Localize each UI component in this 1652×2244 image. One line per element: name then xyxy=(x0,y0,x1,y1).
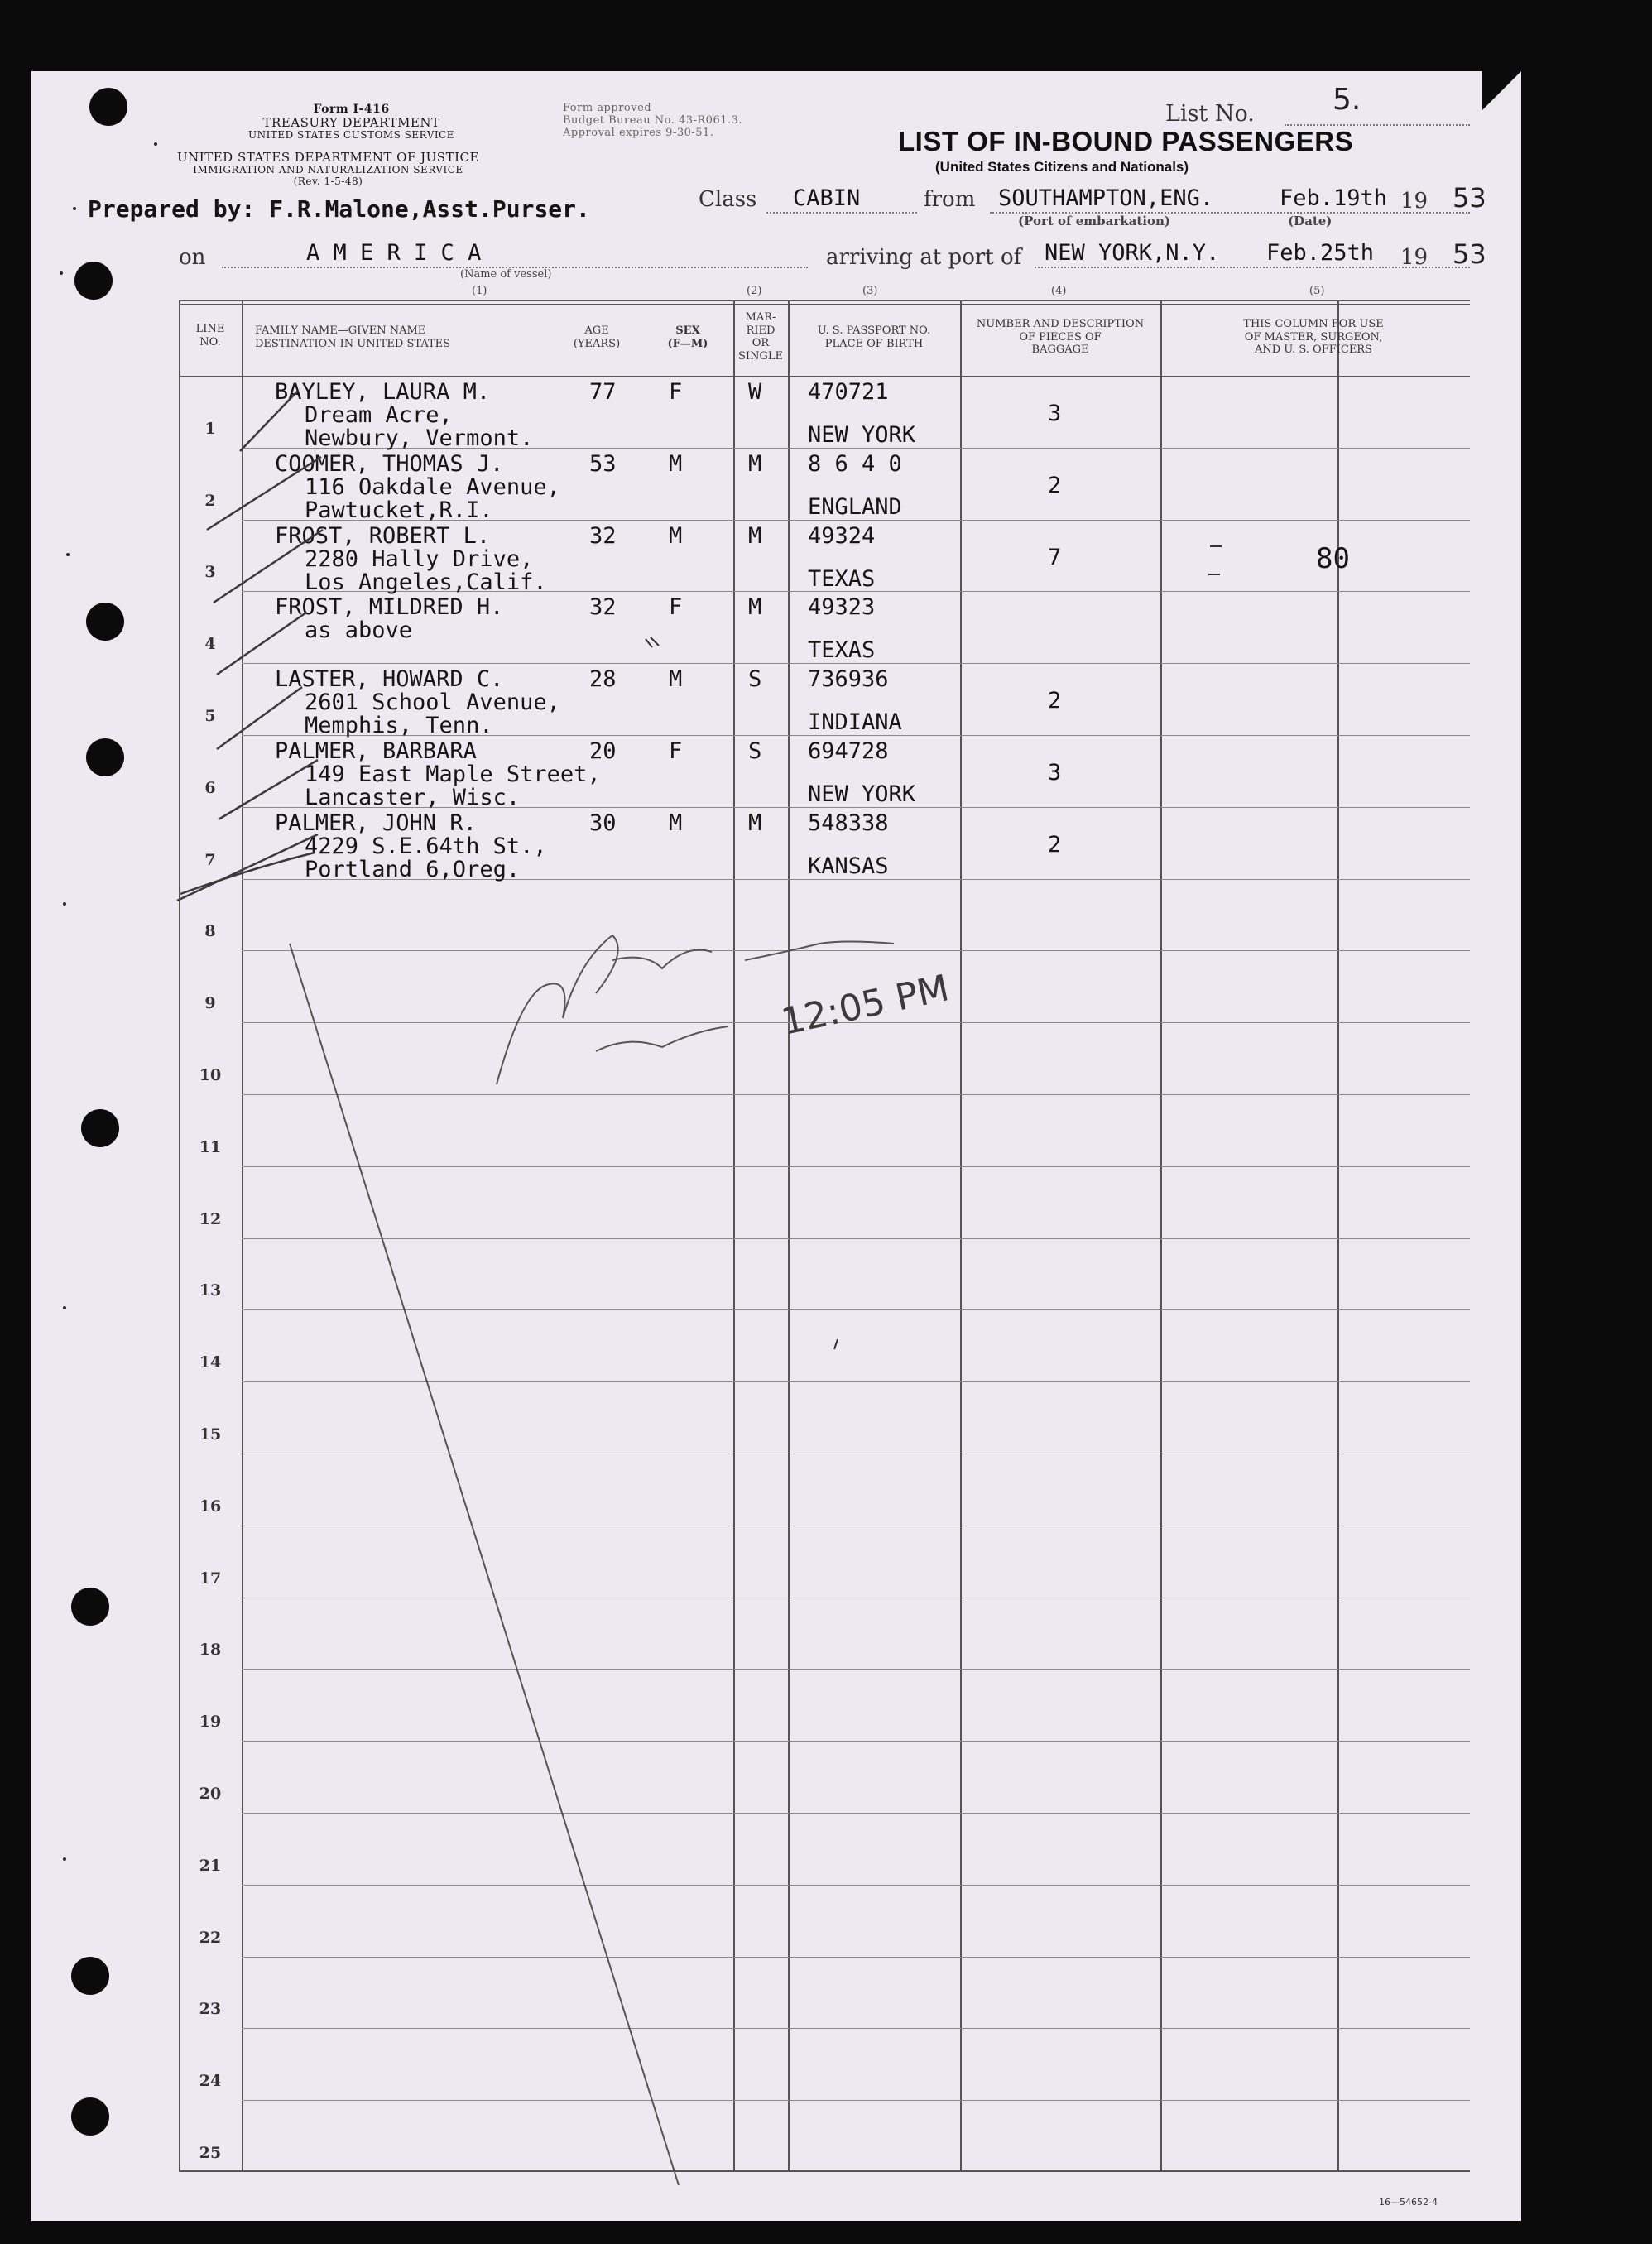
col-header-text: FAMILY NAME—GIVEN NAME xyxy=(255,324,426,337)
line-number: 20 xyxy=(199,1785,222,1803)
row-divider xyxy=(242,2028,1470,2029)
line-number: 18 xyxy=(199,1641,222,1660)
line-number: 15 xyxy=(199,1425,222,1444)
column-divider xyxy=(960,300,962,2172)
passport-number: 49323 xyxy=(808,594,876,621)
row-divider xyxy=(242,1094,1470,1095)
col-header-baggage xyxy=(960,318,1160,357)
passenger-address-2: Newbury, Vermont. xyxy=(305,425,534,451)
passenger-sex: M xyxy=(669,810,683,836)
place-of-birth: KANSAS xyxy=(808,853,889,879)
class-value: CABIN xyxy=(793,185,861,211)
officer-note: 80 xyxy=(1316,541,1350,575)
passenger-marital-status: M xyxy=(748,810,762,836)
passenger-age: 20 xyxy=(589,738,617,764)
passenger-address-1: 149 East Maple Street, xyxy=(305,762,601,787)
col-header-sex xyxy=(651,324,725,350)
baggage-count: 2 xyxy=(1048,472,1062,498)
row-divider xyxy=(242,2100,1470,2101)
line-number: 11 xyxy=(199,1137,222,1156)
punch-hole xyxy=(89,88,127,126)
binder-tick xyxy=(63,1857,66,1861)
passenger-marital-status: W xyxy=(748,379,762,405)
col-header-text: (YEARS) xyxy=(573,337,621,350)
punch-hole xyxy=(86,603,124,641)
row-divider xyxy=(242,1669,1470,1670)
passenger-sex: F xyxy=(669,379,683,405)
baggage-count: 3 xyxy=(1048,401,1062,426)
passenger-address-1: 116 Oakdale Avenue, xyxy=(305,473,560,500)
col-number: (3) xyxy=(862,285,878,297)
place-of-birth: NEW YORK xyxy=(808,781,916,807)
passenger-marital-status: S xyxy=(748,738,762,764)
line-number: 22 xyxy=(199,1928,222,1947)
passport-number: 694728 xyxy=(808,738,889,764)
baggage-count: 3 xyxy=(1048,760,1062,786)
table-top-border xyxy=(179,300,1470,301)
baggage-count: 2 xyxy=(1048,688,1062,714)
department-name: TREASURY DEPARTMENT xyxy=(262,115,440,131)
arrival-date: Feb.25th xyxy=(1266,240,1375,266)
passenger-address-1: Dream Acre, xyxy=(305,402,453,428)
passport-number: 736936 xyxy=(808,666,889,693)
col-header-text: DESTINATION IN UNITED STATES xyxy=(255,337,451,350)
binder-tick xyxy=(60,271,63,275)
arrival-line xyxy=(1035,267,1470,268)
col-header-text: RIED xyxy=(746,324,776,337)
line-number: 2 xyxy=(204,491,216,510)
col-header-text: NO. xyxy=(199,335,221,348)
passenger-age: 28 xyxy=(589,666,617,693)
punch-hole xyxy=(81,1109,119,1147)
passenger-sex: M xyxy=(669,450,683,477)
col-header-text: U. S. PASSPORT NO. xyxy=(817,324,931,337)
port-caption: (Port of embarkation) xyxy=(1018,214,1170,228)
approval-line: Approval expires 9-30-51. xyxy=(563,126,714,139)
col-header-text: OR xyxy=(752,337,770,350)
punch-hole xyxy=(71,2097,109,2136)
passenger-age: 32 xyxy=(589,594,617,621)
folded-corner xyxy=(1482,71,1521,111)
row-divider xyxy=(242,1813,1470,1814)
passenger-sex: F xyxy=(669,738,683,764)
form-number: Form I-416 xyxy=(313,103,390,116)
line-number: 10 xyxy=(199,1066,222,1084)
col-header-text: (F—M) xyxy=(667,337,708,350)
col-header-text: THIS COLUMN FOR USE xyxy=(1243,318,1384,330)
header-divider xyxy=(179,376,1470,377)
passenger-age: 32 xyxy=(589,522,617,549)
from-year: 53 xyxy=(1453,182,1486,214)
passenger-address-1: 2280 Hally Drive, xyxy=(305,545,534,572)
passenger-address-1: 2601 School Avenue, xyxy=(305,690,560,716)
line-number: 8 xyxy=(204,922,216,941)
row-divider xyxy=(242,1166,1470,1167)
from-year-prefix: 19 xyxy=(1400,189,1429,214)
passenger-address-2: Pawtucket,R.I. xyxy=(305,497,493,523)
vessel-name: A M E R I C A xyxy=(306,240,482,266)
line-number: 16 xyxy=(199,1497,222,1516)
row-divider xyxy=(242,1381,1470,1382)
passenger-table xyxy=(179,300,1470,2172)
col-number: (2) xyxy=(747,285,762,297)
arrival-year: 53 xyxy=(1453,238,1486,270)
passenger-name: COOMER, THOMAS J. xyxy=(275,450,504,477)
passenger-marital-status: S xyxy=(748,666,762,693)
line-number: 13 xyxy=(199,1281,222,1300)
line-number: 23 xyxy=(199,2000,222,2019)
line-number: 12 xyxy=(199,1209,222,1228)
col-header-text: OF PIECES OF xyxy=(1019,330,1102,344)
from-port: SOUTHAMPTON,ENG. xyxy=(998,185,1214,211)
col-header-text: AND U. S. OFFICERS xyxy=(1254,344,1373,357)
approval-line: Budget Bureau No. 43-R061.3. xyxy=(563,113,743,127)
column-divider xyxy=(1160,300,1162,2172)
passport-number: 8 6 4 0 xyxy=(808,450,902,477)
line-number: 1 xyxy=(204,419,216,438)
row-divider xyxy=(242,1022,1470,1023)
binder-tick xyxy=(66,553,70,556)
passenger-address-2: Portland 6,Oreg. xyxy=(305,856,521,882)
col-number: (4) xyxy=(1051,285,1067,297)
arriving-label: arriving at port of xyxy=(826,245,1022,270)
place-of-birth: NEW YORK xyxy=(808,422,916,448)
col-header-text: PLACE OF BIRTH xyxy=(824,337,924,350)
binder-tick xyxy=(63,902,66,906)
vessel-caption: (Name of vessel) xyxy=(460,268,552,281)
place-of-birth: TEXAS xyxy=(808,565,876,592)
line-number: 24 xyxy=(199,2072,222,2091)
place-of-birth: INDIANA xyxy=(808,709,902,736)
place-of-birth: ENGLAND xyxy=(808,493,902,520)
row-divider xyxy=(242,1741,1470,1742)
line-number: 14 xyxy=(199,1353,222,1372)
passenger-name: LASTER, HOWARD C. xyxy=(275,666,504,693)
line-number: 21 xyxy=(199,1856,222,1875)
row-divider xyxy=(242,663,1470,664)
arrival-year-prefix: 19 xyxy=(1400,245,1429,270)
passenger-name: PALMER, JOHN R. xyxy=(275,810,477,836)
binder-tick xyxy=(154,142,157,146)
revision: (Rev. 1-5-48) xyxy=(293,175,363,188)
line-number: 4 xyxy=(204,635,216,654)
passenger-marital-status: M xyxy=(748,594,762,621)
punch-hole xyxy=(86,738,124,776)
page-subtitle: (United States Citizens and Nationals) xyxy=(935,159,1189,175)
passport-number: 49324 xyxy=(808,522,876,549)
col-header-text: LINE xyxy=(195,323,225,335)
on-label: on xyxy=(179,245,206,270)
date-caption: (Date) xyxy=(1288,214,1333,228)
arrival-port: NEW YORK,N.Y. xyxy=(1045,240,1220,266)
place-of-birth: TEXAS xyxy=(808,637,876,664)
approval-block xyxy=(563,103,742,140)
passenger-age: 30 xyxy=(589,810,617,836)
binder-tick xyxy=(73,207,76,210)
list-no-label: List No. xyxy=(1165,101,1255,127)
service-name: UNITED STATES CUSTOMS SERVICE xyxy=(248,129,455,142)
punch-hole xyxy=(74,262,113,300)
passenger-name: FROST, MILDRED H. xyxy=(275,594,504,621)
baggage-count: 7 xyxy=(1048,544,1062,570)
passenger-name: BAYLEY, LAURA M. xyxy=(275,379,491,405)
passenger-address-2: Los Angeles,Calif. xyxy=(305,569,547,595)
punch-hole xyxy=(71,1588,109,1626)
passenger-sex: M xyxy=(669,522,683,549)
col-header-text: NUMBER AND DESCRIPTION xyxy=(976,318,1145,330)
line-number: 19 xyxy=(199,1713,222,1732)
line-number: 5 xyxy=(204,707,216,725)
line-number: 25 xyxy=(199,2144,222,2162)
agency-block xyxy=(177,151,479,188)
col-header-name xyxy=(255,324,450,350)
passenger-sex: F xyxy=(669,594,683,621)
col-header-text: AGE xyxy=(584,324,609,337)
row-divider xyxy=(242,950,1470,951)
row-divider xyxy=(242,1238,1470,1239)
row-divider xyxy=(242,1885,1470,1886)
column-divider xyxy=(242,300,243,2172)
passenger-address-2: Lancaster, Wisc. xyxy=(305,785,521,810)
line-number: 17 xyxy=(199,1569,222,1588)
col-header-age xyxy=(559,324,634,350)
class-label: Class xyxy=(699,187,757,212)
line-number: 7 xyxy=(204,850,216,869)
column-divider xyxy=(733,300,735,2172)
col-header-text: SINGLE xyxy=(738,349,783,363)
binder-tick xyxy=(63,1306,66,1309)
passenger-address-2: Memphis, Tenn. xyxy=(305,713,493,739)
col-header-line xyxy=(179,323,242,348)
table-top-border-inner xyxy=(179,304,1470,305)
line-number: 6 xyxy=(204,778,216,797)
passenger-age: 77 xyxy=(589,379,617,405)
passenger-name: PALMER, BARBARA xyxy=(275,738,477,764)
col-header-passport xyxy=(788,324,960,350)
row-divider xyxy=(242,1957,1470,1958)
col-number: (1) xyxy=(472,285,487,297)
prepared-by: Prepared by: F.R.Malone,Asst.Purser. xyxy=(88,195,590,223)
col-header-text: MAR- xyxy=(745,311,776,324)
passenger-address-1: 4229 S.E.64th St., xyxy=(305,833,547,859)
col-header-officers xyxy=(1160,318,1467,357)
form-block xyxy=(248,103,454,142)
col-header-text: OF MASTER, SURGEON, xyxy=(1244,330,1383,344)
passenger-sex: M xyxy=(669,666,683,693)
line-number: 3 xyxy=(204,563,216,582)
agency-name: UNITED STATES DEPARTMENT OF JUSTICE xyxy=(177,150,479,165)
passenger-age: 53 xyxy=(589,450,617,477)
baggage-count: 2 xyxy=(1048,831,1062,858)
passenger-address-1: as above xyxy=(305,617,413,644)
list-no-value: 5. xyxy=(1333,83,1361,117)
column-divider xyxy=(788,300,790,2172)
col-header-text: SEX xyxy=(675,324,700,337)
passenger-marital-status: M xyxy=(748,522,762,549)
col-number: (5) xyxy=(1309,285,1325,297)
passport-number: 470721 xyxy=(808,379,889,405)
handwritten-time: 12:05 PM xyxy=(777,967,953,1044)
from-date: Feb.19th xyxy=(1280,185,1388,211)
col-header-married xyxy=(733,311,788,363)
passport-number: 548338 xyxy=(808,810,889,836)
class-line xyxy=(766,212,917,214)
agency-service: IMMIGRATION AND NATURALIZATION SERVICE xyxy=(193,164,463,176)
page-title: LIST OF IN-BOUND PASSENGERS xyxy=(898,126,1354,156)
col-header-text: BAGGAGE xyxy=(1031,344,1089,357)
row-divider xyxy=(242,1309,1470,1310)
approval-line: Form approved xyxy=(563,102,652,114)
passenger-name: FROST, ROBERT L. xyxy=(275,522,491,549)
table-bottom-border xyxy=(179,2170,1470,2172)
passenger-marital-status: M xyxy=(748,450,762,477)
from-label: from xyxy=(924,187,976,212)
line-number: 9 xyxy=(204,994,216,1013)
column-divider xyxy=(1337,300,1339,2172)
footer-code: 16—54652-4 xyxy=(1379,2197,1438,2208)
punch-hole xyxy=(71,1957,109,1995)
